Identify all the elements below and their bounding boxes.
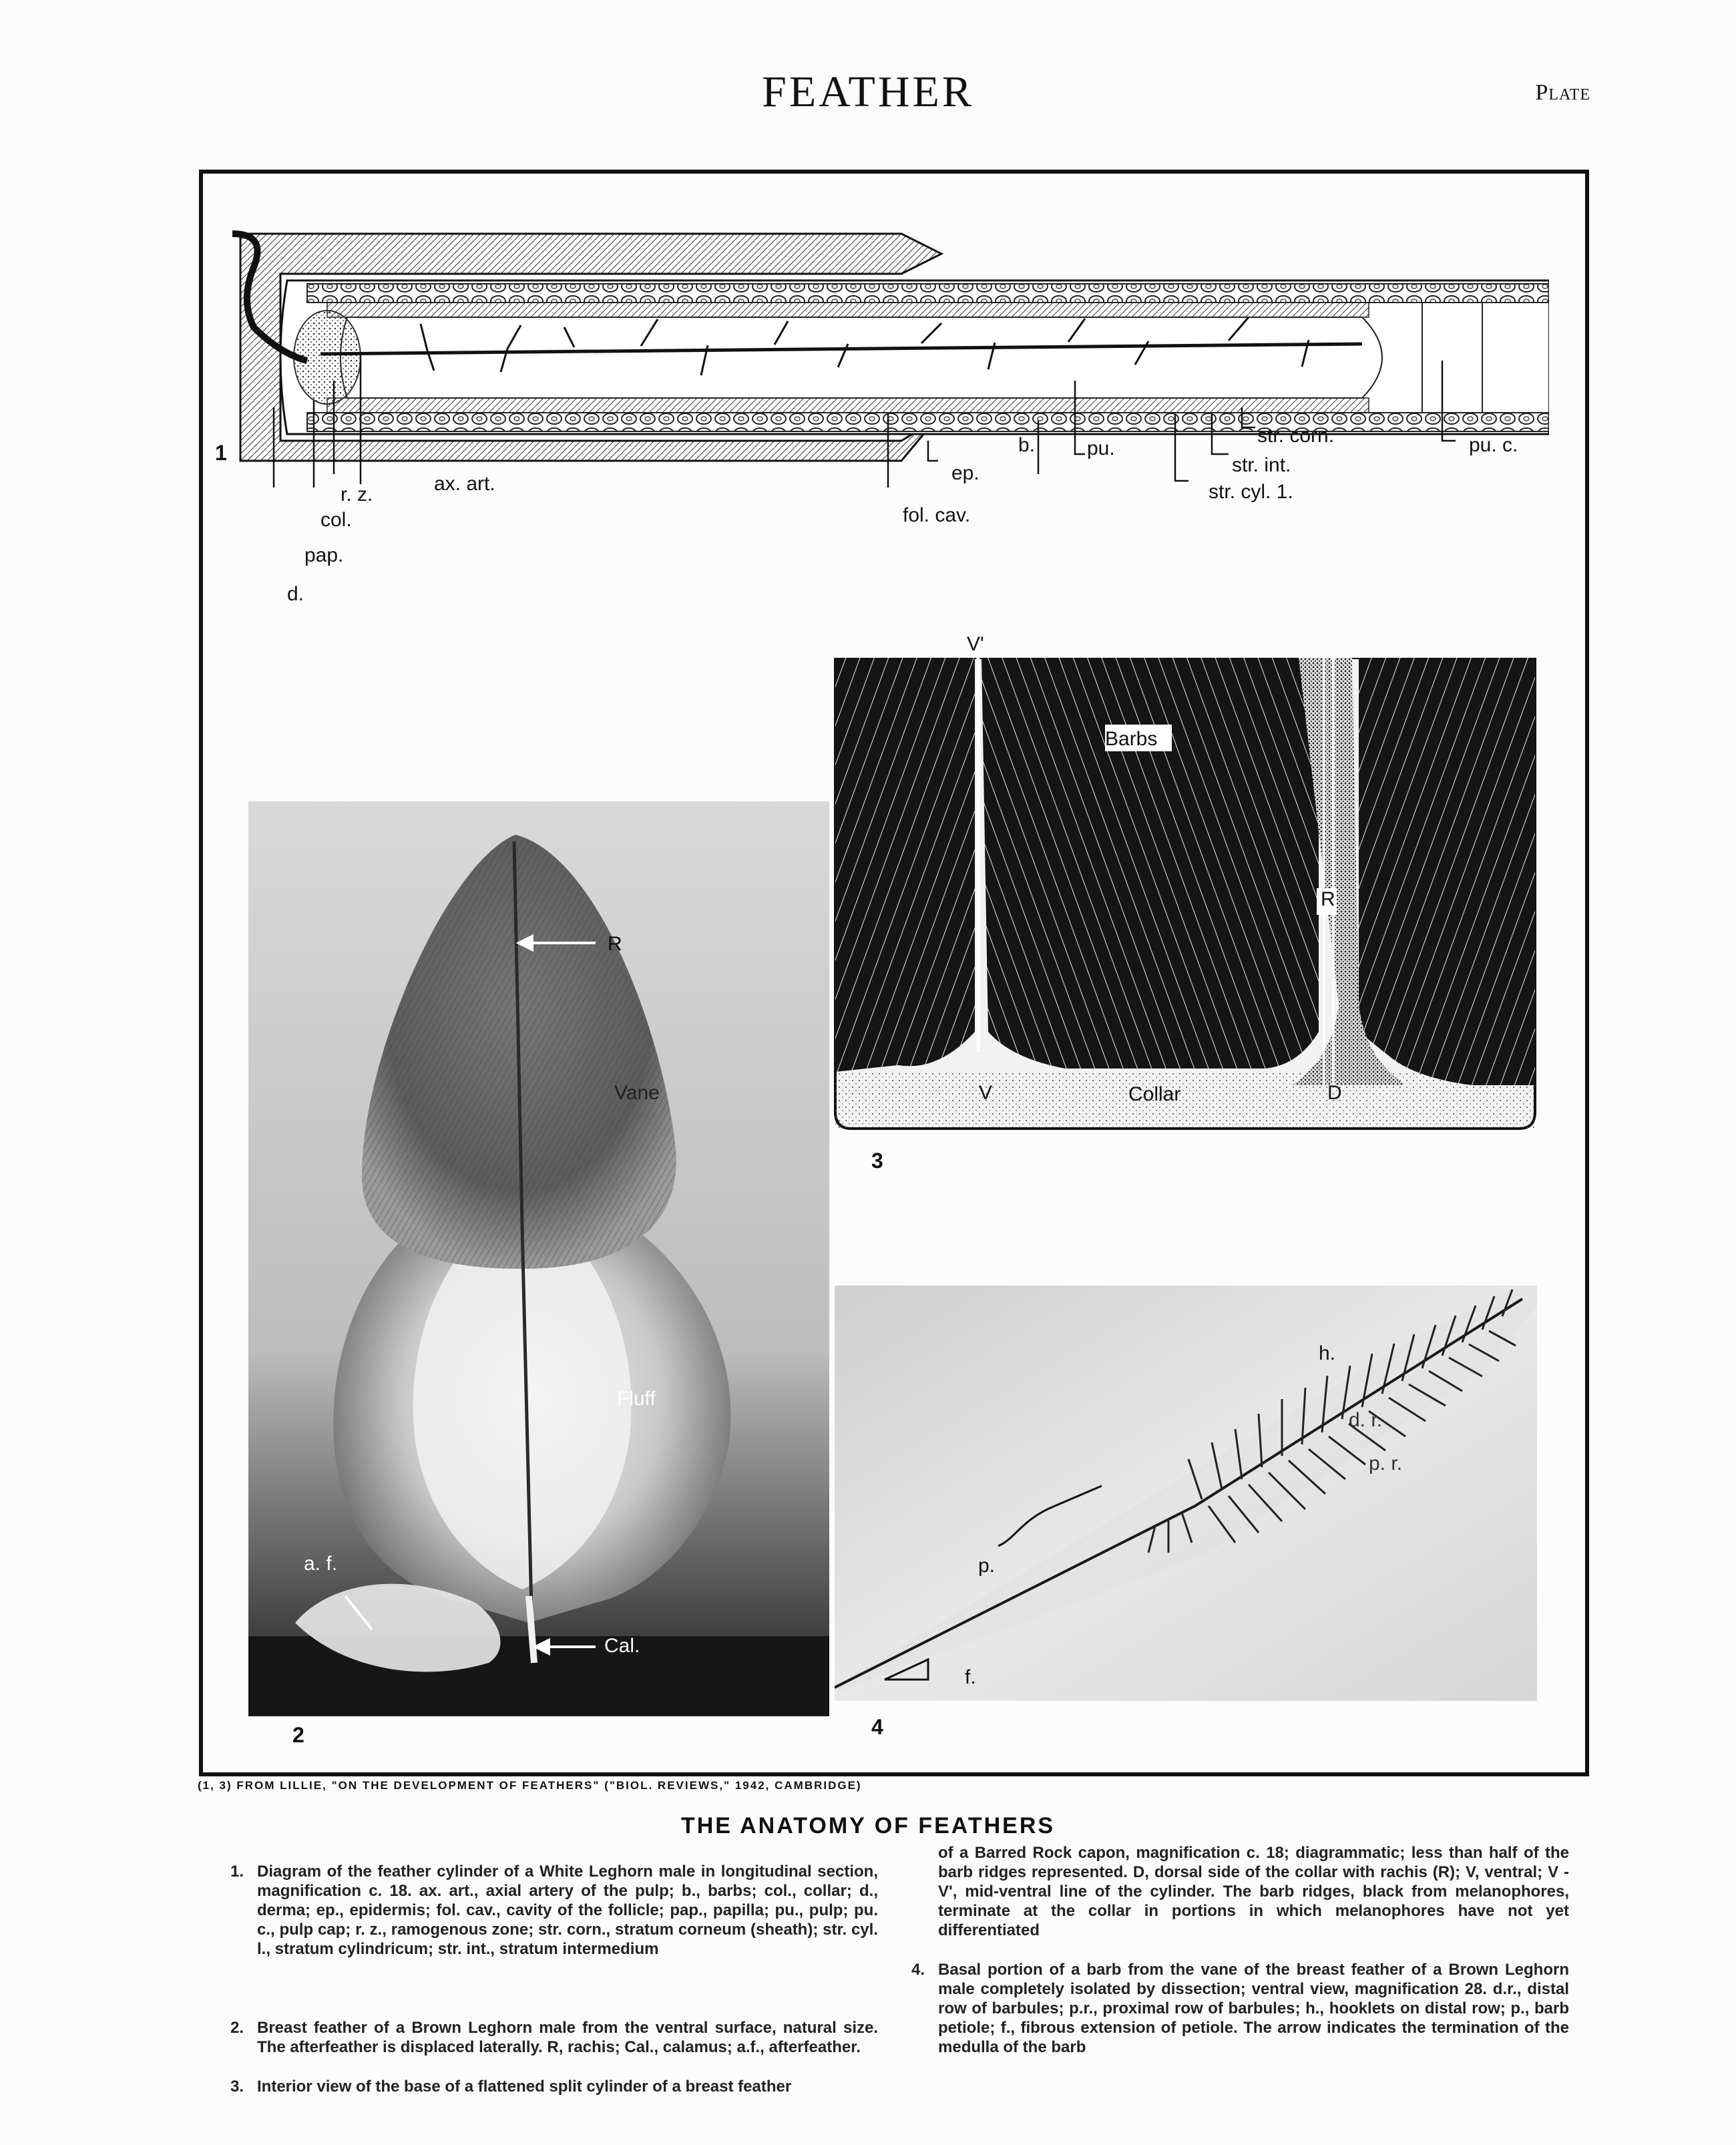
label-pu-c: pu. c. <box>1469 434 1518 456</box>
label-d: d. <box>287 583 304 605</box>
caption-4 <box>911 1960 1569 2057</box>
figure1-diagram <box>227 220 1549 488</box>
fig3-label-barbs: Barbs <box>1105 728 1158 750</box>
caption-3b <box>938 1843 1569 1940</box>
figure2-feather-photo <box>248 801 829 1716</box>
fig2-label-fluff: Fluff <box>617 1388 656 1410</box>
label-col: col. <box>320 509 352 531</box>
caption-3a-text: Interior view of the base of a flattened split cylinder of a breast feather <box>257 2078 792 2096</box>
figure4-barb-photo <box>835 1286 1537 1701</box>
caption-1-number: 1. <box>230 1863 244 1881</box>
label-fol-cav: fol. cav. <box>903 504 971 526</box>
label-ep: ep. <box>951 462 980 484</box>
figure1-number: 1 <box>215 441 227 465</box>
fig4-label-h: h. <box>1319 1342 1336 1364</box>
figure3-number: 3 <box>871 1149 883 1173</box>
caption-2-number: 2. <box>230 2019 244 2037</box>
label-pap: pap. <box>304 544 344 566</box>
label-pu: pu. <box>1087 437 1115 459</box>
label-str-corn: str. corn. <box>1257 425 1335 447</box>
fig3-label-R: R <box>1321 888 1335 910</box>
caption-3-number: 3. <box>230 2078 244 2096</box>
caption-1-text: Diagram of the feather cylinder of a White Leghorn male in longitudinal section, magnification c. 18. ax. art., axial artery of the pulp; b., barbs; col., collar; d., derma; ep., epidermis; fol. cav., cavity of the follicle; pap., papilla; pu., pulp; pu. c., pulp cap; r. z., ramogenous zone; str. corn., stratum corneum (sheath); str. cyl. l., stratum cylindricum; str. int., stratum intermedium <box>257 1863 878 1958</box>
fig2-label-R: R <box>608 933 622 955</box>
plate-label: Plate <box>1535 80 1590 105</box>
caption-2 <box>230 2018 878 2057</box>
fig4-label-pr: p. r. <box>1369 1452 1403 1475</box>
figure-credit: (1, 3) FROM LILLIE, "ON THE DEVELOPMENT OF FEATHERS" ("BIOL. REVIEWS," 1942, CAMBRIDGE) <box>198 1779 862 1792</box>
caption-4-number: 4. <box>911 1961 925 1979</box>
fig2-label-vane: Vane <box>614 1082 660 1104</box>
caption-3b-text: of a Barred Rock capon, magnification c. 18; diagrammatic; less than half of the barb ridges represented. D, dorsal side of the collar with rachis (R); V, ventral; V - V', mid-ventral line of the cylinder. The barb ridges, black from melanophores, terminate at the collar in portions in which melanophores have not yet differentiated <box>938 1844 1569 1939</box>
caption-3a <box>230 2077 878 2096</box>
label-ax-art: ax. art. <box>434 473 495 495</box>
fig4-label-p: p. <box>978 1555 996 1577</box>
caption-4-text: Basal portion of a barb from the vane of the breast feather of a Brown Leghorn male completely isolated by dissection; ventral view, magnification 28. d.r., distal row of barbules; p.r., proximal row of barbules; h., hooklets on distal row; p., barb petiole; f., fibrous extension of petiole. The arrow indicates the termination of the medulla of the barb <box>938 1961 1569 2056</box>
label-rz: r. z. <box>341 483 373 506</box>
figure3-cylinder-diagram <box>831 658 1539 1139</box>
caption-2-text: Breast feather of a Brown Leghorn male from the ventral surface, natural size. The afterfeather is displaced laterally. R, rachis; Cal., calamus; a.f., afterfeather. <box>257 2019 878 2056</box>
fig3-label-collar: Collar <box>1128 1083 1181 1105</box>
page-title: FEATHER <box>762 67 974 116</box>
figure4-number: 4 <box>871 1715 883 1739</box>
fig2-label-cal: Cal. <box>604 1635 640 1657</box>
label-b: b. <box>1018 434 1036 456</box>
caption-1 <box>230 1862 878 1959</box>
fig2-label-af: a. f. <box>304 1553 338 1575</box>
fig3-label-V: V <box>979 1082 993 1104</box>
fig3-label-D: D <box>1327 1082 1342 1104</box>
fig3-label-vprime: V' <box>967 633 984 655</box>
section-heading: THE ANATOMY OF FEATHERS <box>680 1813 1056 1838</box>
label-str-int: str. int. <box>1232 454 1291 476</box>
figure2-number: 2 <box>292 1723 304 1747</box>
fig4-label-f: f. <box>965 1666 976 1688</box>
fig4-label-dr: d. r. <box>1349 1409 1383 1431</box>
label-str-cyl: str. cyl. 1. <box>1209 481 1293 503</box>
